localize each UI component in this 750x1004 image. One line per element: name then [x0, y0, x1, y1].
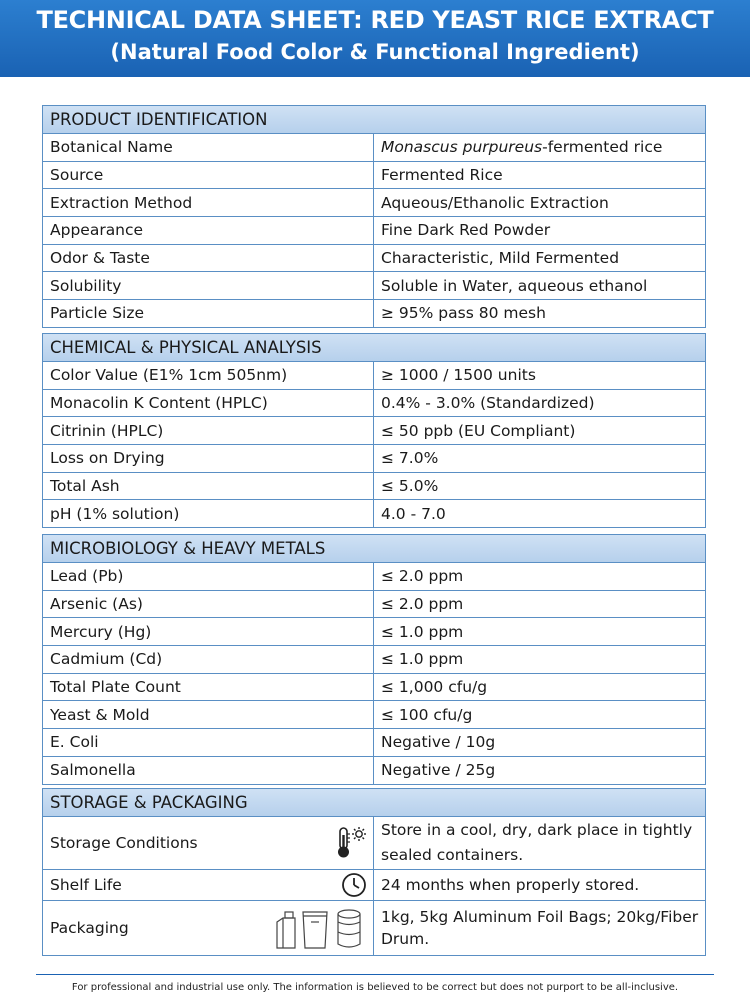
row-label: Solubility	[43, 272, 374, 299]
row-value: 0.4% - 3.0% (Standardized)	[381, 394, 595, 413]
table-row	[43, 591, 705, 619]
row-label: Lead (Pb)	[43, 563, 374, 590]
row-label: Monacolin K Content (HPLC)	[43, 390, 374, 417]
clock-icon	[341, 872, 367, 898]
row-value: ≤ 5.0%	[381, 477, 439, 496]
table-row	[43, 500, 705, 527]
row-label: Arsenic (As)	[43, 591, 374, 618]
row-value: ≤ 50 ppb (EU Compliant)	[381, 421, 576, 440]
table-row	[43, 134, 705, 162]
row-label: pH (1% solution)	[43, 500, 374, 527]
document-title: TECHNICAL DATA SHEET: RED YEAST RICE EXTRACT	[36, 6, 714, 34]
row-value: Soluble in Water, aqueous ethanol	[381, 276, 648, 295]
table-row	[43, 217, 705, 245]
row-value: ≤ 1.0 ppm	[381, 622, 464, 641]
row-value: Negative / 25g	[381, 761, 496, 780]
section-title: CHEMICAL & PHYSICAL ANALYSIS	[43, 334, 705, 362]
footer-divider	[36, 974, 714, 975]
row-label: Botanical Name	[43, 134, 374, 161]
table-row	[43, 870, 705, 901]
table-row	[43, 701, 705, 729]
row-value: Store in a cool, dry, dark place in tightly sealed containers.	[381, 821, 693, 864]
row-value: ≥ 1000 / 1500 units	[381, 366, 536, 385]
row-label: Color Value (E1% 1cm 505nm)	[43, 362, 374, 389]
row-label: E. Coli	[43, 729, 374, 756]
table-row	[43, 646, 705, 674]
botanical-name-italic: Monascus purpureus	[381, 138, 543, 157]
row-value: Fermented Rice	[381, 166, 503, 185]
row-label: Total Plate Count	[43, 674, 374, 701]
row-value: Fine Dark Red Powder	[381, 221, 551, 240]
row-label	[43, 870, 374, 900]
table-row	[43, 729, 705, 757]
section-storage-packaging	[42, 788, 706, 956]
table-row	[43, 473, 705, 501]
row-label: Cadmium (Cd)	[43, 646, 374, 673]
row-label: Loss on Drying	[43, 445, 374, 472]
row-label: Extraction Method	[43, 189, 374, 216]
row-value: ≤ 1,000 cfu/g	[381, 678, 488, 697]
row-label-text: Storage Conditions	[50, 834, 198, 852]
row-label: Particle Size	[43, 300, 374, 327]
row-value: Aqueous/Ethanolic Extraction	[381, 193, 609, 212]
document-subtitle: (Natural Food Color & Functional Ingredient)	[110, 40, 640, 64]
row-label: Appearance	[43, 217, 374, 244]
section-title: STORAGE & PACKAGING	[43, 789, 705, 817]
row-value: ≤ 1.0 ppm	[381, 650, 464, 669]
table-row	[43, 563, 705, 591]
section-product-identification	[42, 105, 706, 328]
row-label: Mercury (Hg)	[43, 618, 374, 645]
table-row	[43, 817, 705, 870]
table-row	[43, 901, 705, 955]
table-row	[43, 245, 705, 273]
row-value: ≤ 2.0 ppm	[381, 567, 464, 586]
row-value: Characteristic, Mild Fermented	[381, 249, 620, 268]
table-row	[43, 618, 705, 646]
section-title: PRODUCT IDENTIFICATION	[43, 106, 705, 134]
row-label	[43, 817, 374, 869]
table-row	[43, 445, 705, 473]
row-label: Yeast & Mold	[43, 701, 374, 728]
row-value: ≤ 2.0 ppm	[381, 595, 464, 614]
row-value: 4.0 - 7.0	[381, 504, 446, 523]
row-label: Citrinin (HPLC)	[43, 417, 374, 444]
table-row	[43, 362, 705, 390]
row-value	[374, 134, 705, 161]
thermometer-sun-icon	[333, 825, 367, 861]
table-row	[43, 300, 705, 327]
footer-disclaimer: For professional and industrial use only. The information is believed to be correct but does not purport to be all-inclusive.	[71, 982, 679, 993]
table-row	[43, 417, 705, 445]
row-label-text: Packaging	[50, 919, 129, 937]
row-value: Negative / 10g	[381, 733, 496, 752]
table-row	[43, 189, 705, 217]
botanical-name-suffix: -fermented rice	[542, 138, 663, 157]
row-value: ≥ 95% pass 80 mesh	[381, 304, 546, 323]
section-chemical-physical	[42, 333, 706, 528]
section-microbiology	[42, 534, 706, 785]
row-label: Salmonella	[43, 757, 374, 784]
row-value: ≤ 7.0%	[381, 449, 439, 468]
packaging-icon	[275, 906, 367, 950]
table-row	[43, 272, 705, 300]
row-value: 1kg, 5kg Aluminum Foil Bags; 20kg/Fiber Drum.	[381, 908, 699, 948]
row-label-text: Shelf Life	[50, 876, 122, 894]
section-title: MICROBIOLOGY & HEAVY METALS	[43, 535, 705, 563]
table-row	[43, 162, 705, 190]
table-row	[43, 674, 705, 702]
header-banner	[0, 0, 750, 77]
row-value: 24 months when properly stored.	[381, 876, 640, 894]
row-label	[43, 901, 374, 955]
row-value: ≤ 100 cfu/g	[381, 705, 473, 724]
row-label: Odor & Taste	[43, 245, 374, 272]
table-row	[43, 390, 705, 418]
table-row	[43, 757, 705, 784]
row-label: Source	[43, 162, 374, 189]
row-label: Total Ash	[43, 473, 374, 500]
